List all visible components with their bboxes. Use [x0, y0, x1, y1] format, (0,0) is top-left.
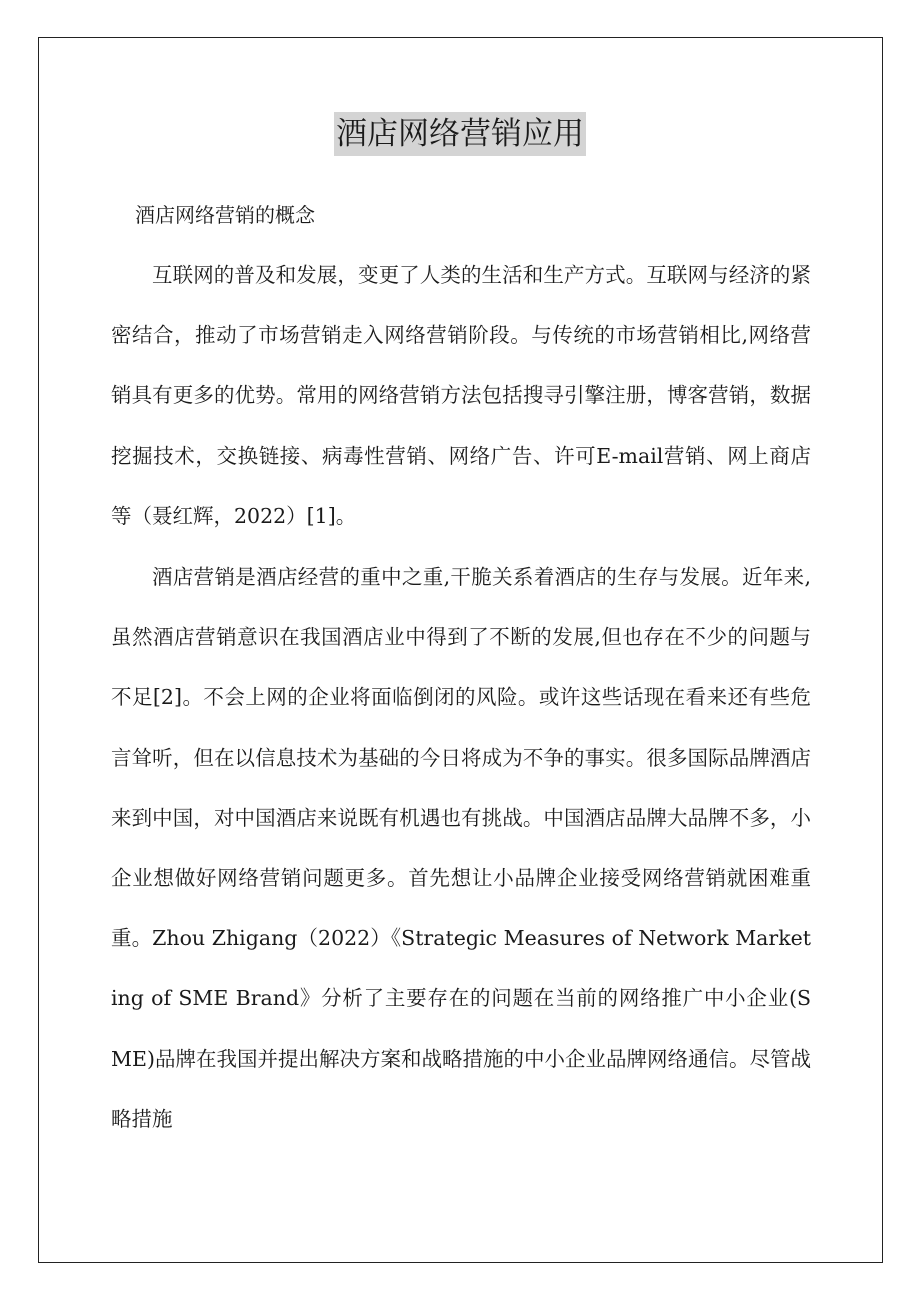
paragraph-hotel-marketing: 酒店营销是酒店经营的重中之重,干脆关系着酒店的生存与发展。近年来,虽然酒店营销意识在我国酒店业中得到了不断的发展,但也存在不少的问题与不足[2]。不会上网的企业将面临倒闭的风险。或许这些话现在看来还有些危言耸听，但在以信息技术为基础的今日将成为不争的事实。很多国际品牌酒店来到中国，对中国酒店来说既有机遇也有挑战。中国酒店品牌大品牌不多，小企业想做好网络营销问题更多。首先想让小品牌企业接受网络营销就困难重重。Zhou Zhigang（2022）《Strategic Measures of Network Marketing of SME Brand》分析了主要存在的问题在当前的网络推广中小企业(SME)品牌在我国并提出解决方案和战略措施的中小企业品牌网络通信。尽管战略措施 [111, 565, 811, 1131]
section-heading: 酒店网络营销的概念 [135, 203, 315, 227]
title-container [0, 112, 920, 156]
document-title: 酒店网络营销应用 [334, 112, 586, 156]
paragraph-internet-marketing: 互联网的普及和发展，变更了人类的生活和生产方式。互联网与经济的紧密结合，推动了市场营销走入网络营销阶段。与传统的市场营销相比,网络营销具有更多的优势。常用的网络营销方法包括搜寻引擎注册，博客营销，数据挖掘技术，交换链接、病毒性营销、网络广告、许可E-mail营销、网上商店等（聂红辉，2022）[1]。 [111, 263, 811, 528]
